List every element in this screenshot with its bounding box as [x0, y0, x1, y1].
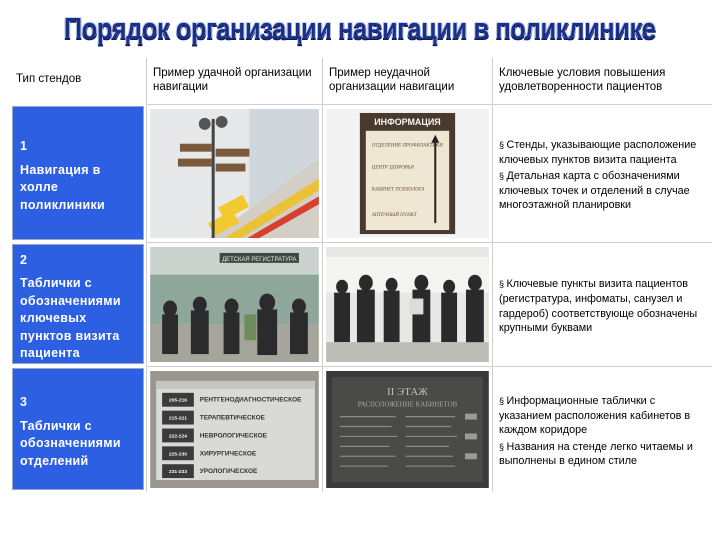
condition-bullet: § Стенды, указывающие расположение ключевых пунктов визита пациента [499, 138, 704, 167]
dept-name: ХИРУРГИЧЕСКОЕ [199, 450, 257, 458]
bad-example-photo-info-board [322, 104, 492, 242]
header-type: Тип стендов [16, 73, 82, 85]
condition-bullet: § Детальная карта с обозначениями ключевых точек и отделений в случае многоэтажной планировки [499, 169, 704, 213]
header-conditions: Ключевые условия повышения удовлетворенности пациентов [492, 58, 712, 104]
row-number: 1 [20, 139, 28, 153]
type-cell-1 [10, 104, 146, 242]
dept-room: 225-230 [168, 452, 188, 458]
good-example-photo-registry [146, 242, 322, 366]
row-label: Таблички с обозначениями ключевых пунктов визита пациента [20, 276, 121, 360]
dept-name: НЕВРОЛОГИЧЕСКОЕ [199, 432, 267, 440]
dept-room: 231-233 [168, 470, 188, 476]
navigation-table [10, 58, 712, 492]
bad-sign-item: КАБИНЕТ ПСИХОЛОГА [371, 187, 425, 193]
row-label: Таблички с обозначениями отделений [20, 418, 121, 468]
row-number: 3 [20, 395, 28, 409]
page-title: Порядок организации навигации в поликлинике [64, 11, 656, 46]
condition-bullet: § Названия на стенде легко читаемы и выполнены в едином стиле [499, 440, 704, 469]
registry-photo [150, 247, 319, 362]
floor-sign-photo [326, 371, 489, 488]
floor-sign-subheading: РАСПОЛОЖЕНИЕ КАБИНЕТОВ [357, 400, 458, 409]
bad-sign-item: ОТДЕЛЕНИЕ ПРОФИЛАКТИКИ [371, 143, 443, 149]
row-label: Навигация в холле поликлиники [20, 162, 106, 212]
dept-room: 205-216 [168, 398, 188, 404]
dept-name: ТЕРАПЕВТИЧЕСКОЕ [199, 414, 265, 422]
row-number: 2 [20, 252, 28, 267]
good-sign-text: ДЕТСКАЯ РЕГИСТРАТУРА [222, 256, 297, 263]
dept-room: 222-224 [168, 434, 188, 440]
hall-signpost-photo [150, 109, 319, 238]
type-cell-3 [10, 366, 146, 492]
queue-photo [326, 247, 489, 362]
good-example-photo-department-sign [146, 366, 322, 492]
dept-room: 215-221 [168, 416, 188, 422]
info-board-photo [326, 109, 489, 238]
floor-sign-heading: II ЭТАЖ [387, 385, 428, 398]
dept-name: УРОЛОГИЧЕСКОЕ [199, 468, 258, 476]
bad-example-photo-queue [322, 242, 492, 366]
good-example-photo-hall [146, 104, 322, 242]
department-sign-photo [150, 371, 319, 488]
conditions-cell-2 [492, 242, 712, 366]
type-cell-2 [10, 242, 146, 366]
condition-bullet: § Информационные таблички с указанием расположения кабинетов в каждом коридоре [499, 394, 704, 438]
page-title-area [0, 6, 720, 52]
bad-sign-item: ЦЕНТР ЗДОРОВЬЯ [371, 165, 414, 171]
header-good-example: Пример удачной организации навигации [146, 58, 322, 104]
bad-example-photo-floor-sign [322, 366, 492, 492]
conditions-cell-1 [492, 104, 712, 242]
dept-name: РЕНТГЕНОДИАГНОСТИЧЕСКОЕ [199, 396, 302, 404]
header-bad-example: Пример неудачной организации навигации [322, 58, 492, 104]
bad-sign-item: АПТЕЧНЫЙ ПУНКТ [371, 213, 417, 219]
conditions-cell-3 [492, 366, 712, 492]
bad-sign-heading: ИНФОРМАЦИЯ [374, 116, 441, 127]
condition-bullet: § Ключевые пункты визита пациентов (регистратура, инфоматы, санузел и гардероб) соответствующе обозначены крупными буквами [499, 277, 704, 335]
